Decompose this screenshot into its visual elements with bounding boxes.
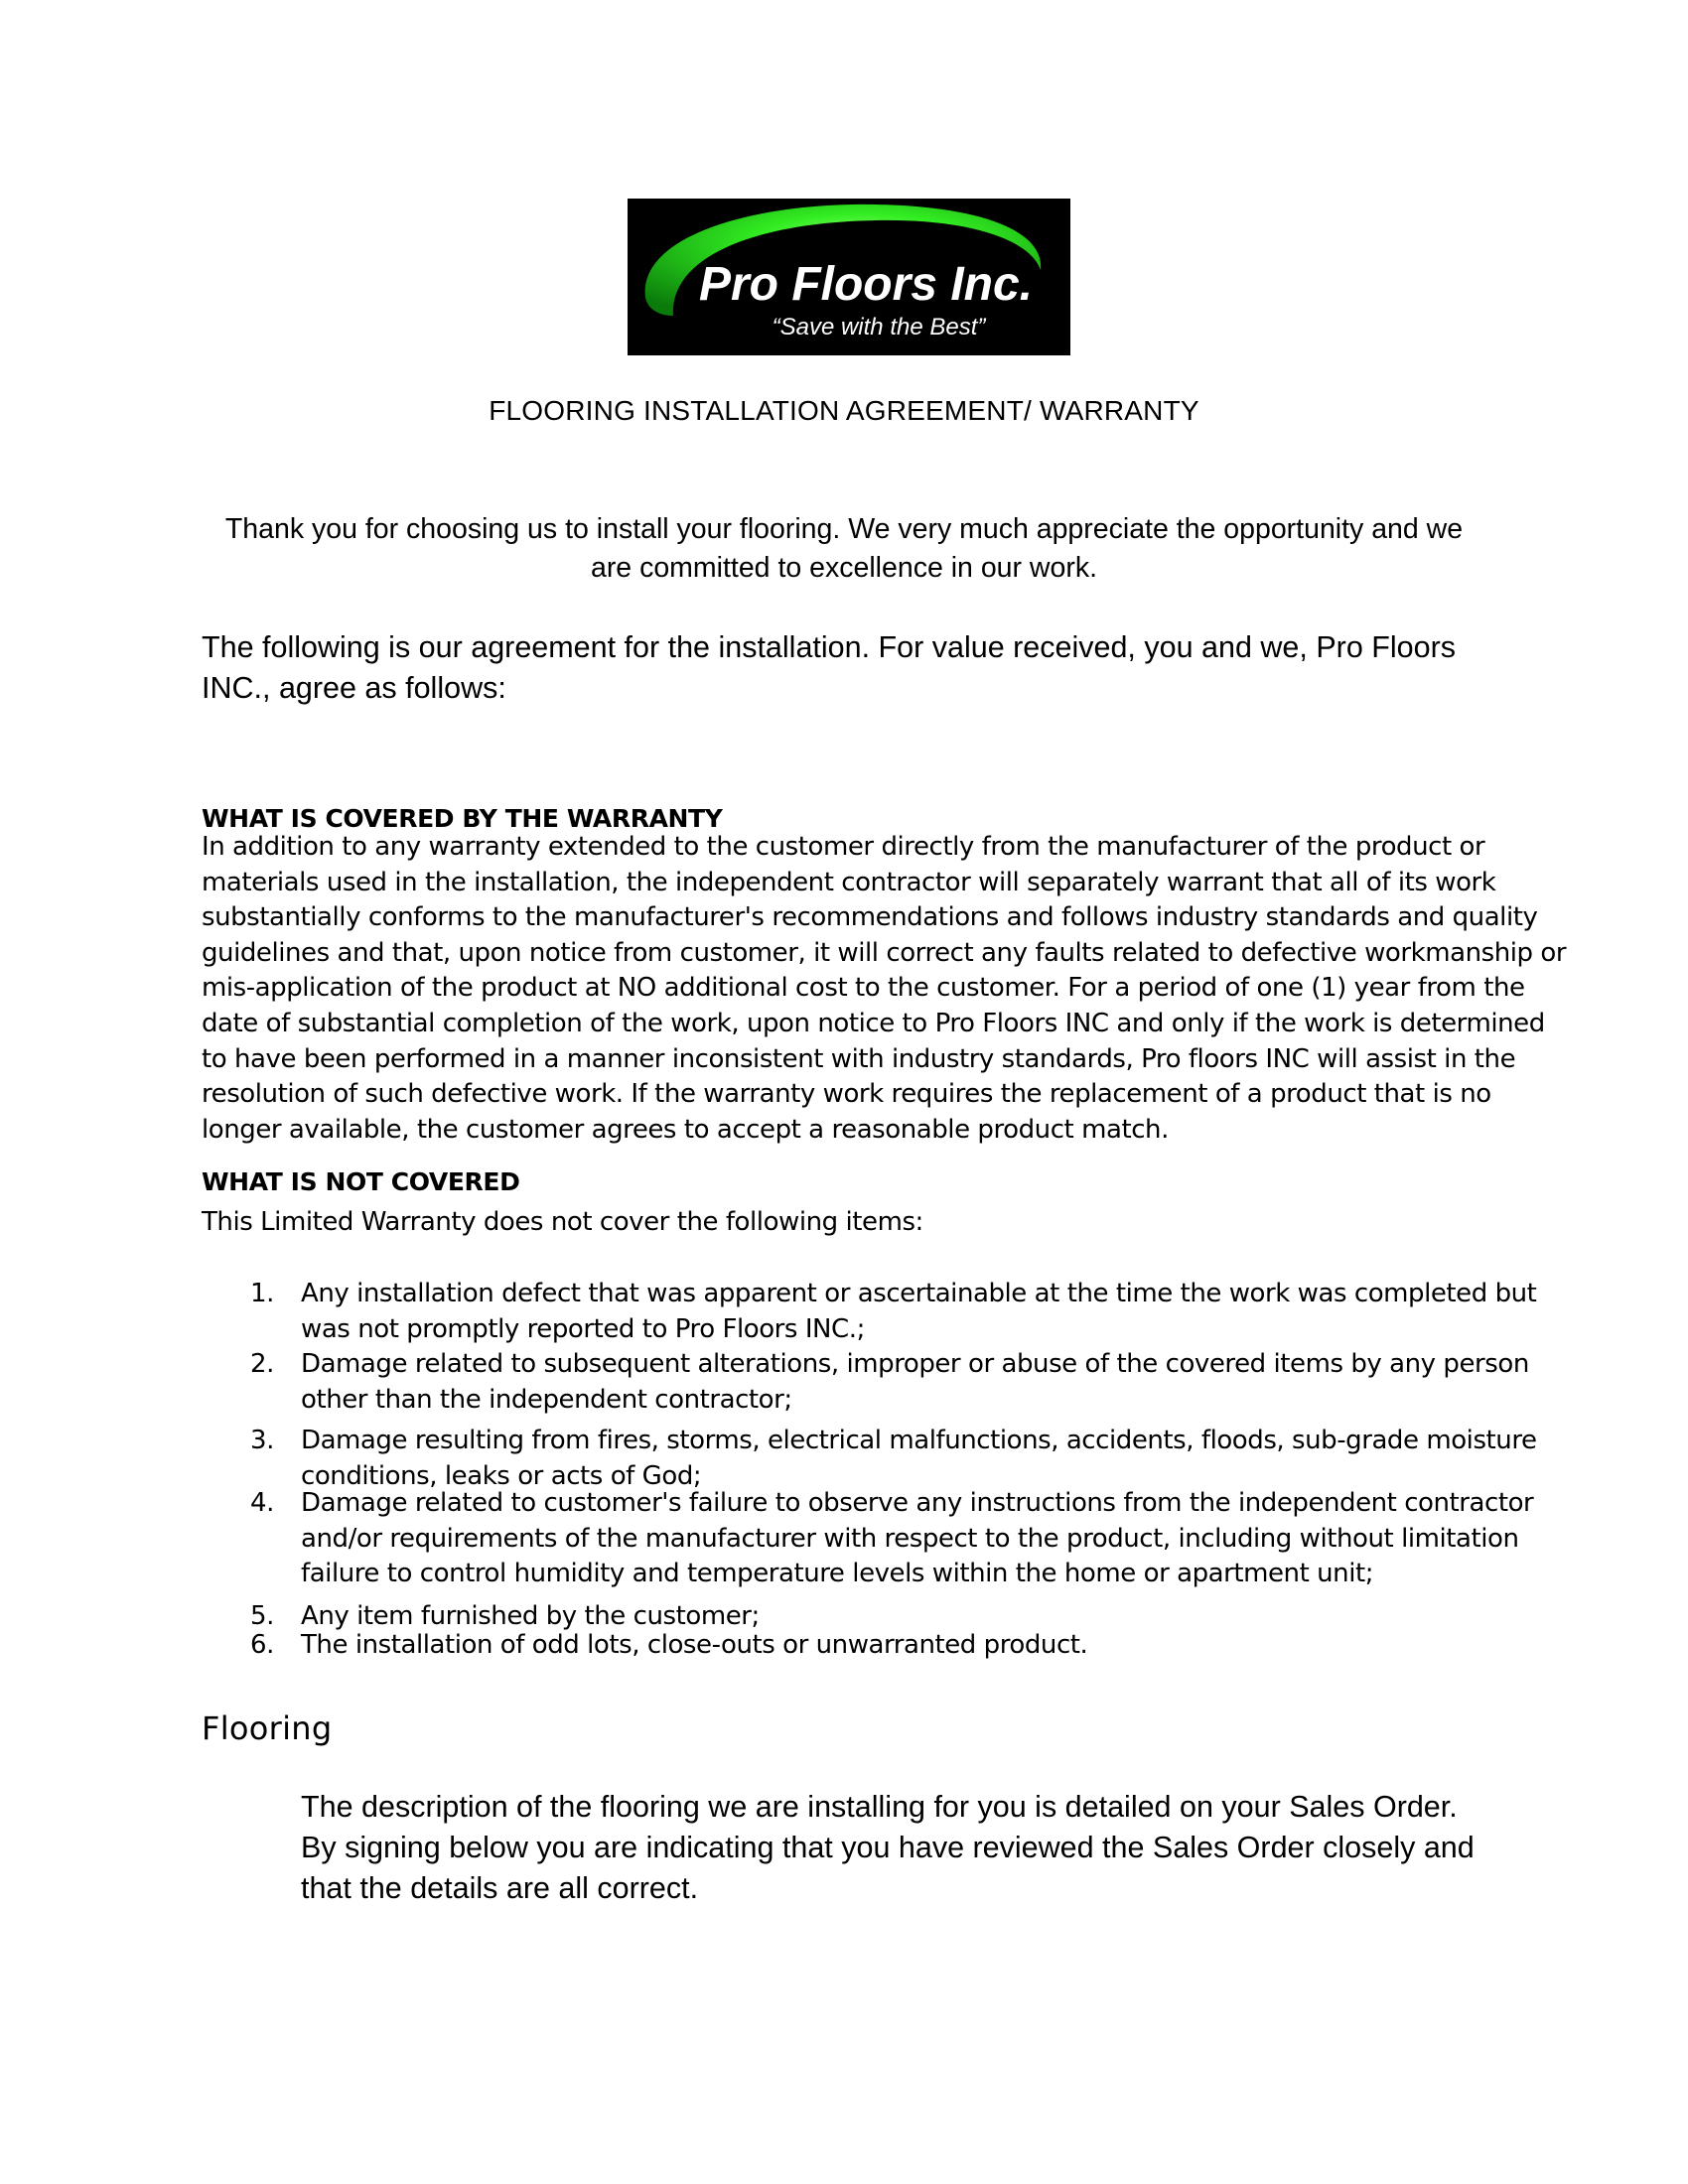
- covered-line: mis-application of the product at NO additional cost to the customer. For a period of one (1) year from the: [202, 973, 1525, 1004]
- flooring-description: [301, 1787, 1512, 1909]
- covered-paragraph: [202, 830, 1567, 1148]
- list-item-number: 1.: [250, 1279, 274, 1308]
- list-item-line: Damage related to customer's failure to observe any instructions from the independent contractor: [301, 1488, 1534, 1518]
- covered-heading: WHAT IS COVERED BY THE WARRANTY: [202, 804, 723, 833]
- list-item-number: 4.: [250, 1488, 274, 1518]
- list-item-line: Damage resulting from fires, storms, electrical malfunctions, accidents, floods, sub-grade moisture: [301, 1426, 1537, 1455]
- list-item-line: Any item furnished by the customer;: [301, 1601, 760, 1631]
- covered-line: date of substantial completion of the work, upon notice to Pro Floors INC and only if the work is determined: [202, 1008, 1545, 1038]
- flooring-description-line: that the details are all correct.: [301, 1871, 699, 1905]
- covered-line: to have been performed in a manner inconsistent with industry standards, Pro floors INC will assist in the: [202, 1043, 1516, 1074]
- list-item-number: 5.: [250, 1601, 274, 1631]
- list-item-number: 6.: [250, 1630, 274, 1660]
- agreement-line: The following is our agreement for the installation. For value received, you and we, Pro Floors: [202, 630, 1456, 664]
- agreement-line: INC., agree as follows:: [202, 671, 506, 705]
- thank-you-line: are committed to excellence in our work.: [590, 552, 1098, 584]
- logo-graphic: [628, 199, 1070, 355]
- list-item-number: 2.: [250, 1349, 274, 1379]
- thank-you-paragraph: [199, 510, 1489, 588]
- list-item-line: Any installation defect that was apparent or ascertainable at the time the work was completed but: [301, 1279, 1537, 1308]
- list-item-number: 3.: [250, 1426, 274, 1455]
- company-logo: [628, 199, 1070, 355]
- flooring-description-line: The description of the flooring we are installing for you is detailed on your Sales Order.: [301, 1790, 1458, 1824]
- logo-tagline-text: “Save with the Best”: [772, 314, 986, 341]
- list-item-line: other than the independent contractor;: [301, 1384, 792, 1415]
- thank-you-line: Thank you for choosing us to install your flooring. We very much appreciate the opportunity and we: [224, 513, 1464, 545]
- agreement-paragraph: [202, 627, 1492, 709]
- list-item-line: The installation of odd lots, close-outs or unwarranted product.: [301, 1630, 1088, 1660]
- flooring-section-title: Flooring: [202, 1709, 333, 1747]
- list-item-line: conditions, leaks or acts of God;: [301, 1460, 702, 1491]
- list-item-line: and/or requirements of the manufacturer with respect to the product, including without limitation: [301, 1523, 1519, 1554]
- list-item-line: Damage related to subsequent alterations, improper or abuse of the covered items by any person: [301, 1349, 1529, 1379]
- not-covered-heading: WHAT IS NOT COVERED: [202, 1167, 520, 1196]
- covered-line: materials used in the installation, the independent contractor will separately warrant that all of its work: [202, 867, 1496, 897]
- covered-line: substantially conforms to the manufacturer's recommendations and follows industry standards and quality: [202, 902, 1538, 933]
- list-item-line: failure to control humidity and temperature levels within the home or apartment unit;: [301, 1559, 1374, 1589]
- flooring-description-line: By signing below you are indicating that you have reviewed the Sales Order closely and: [301, 1831, 1475, 1864]
- covered-line: guidelines and that, upon notice from customer, it will correct any faults related to defective workmanship or: [202, 937, 1567, 968]
- logo-brand-text: Pro Floors Inc.: [698, 258, 1034, 311]
- document-title: FLOORING INSTALLATION AGREEMENT/ WARRANTY: [489, 395, 1199, 426]
- covered-line: longer available, the customer agrees to accept a reasonable product match.: [202, 1114, 1169, 1145]
- covered-line: In addition to any warranty extended to the customer directly from the manufacturer of the product or: [202, 832, 1485, 862]
- list-item-line: was not promptly reported to Pro Floors INC.;: [301, 1313, 865, 1344]
- not-covered-intro: This Limited Warranty does not cover the following items:: [202, 1207, 923, 1237]
- covered-line: resolution of such defective work. If the warranty work requires the replacement of a product that is no: [202, 1079, 1491, 1110]
